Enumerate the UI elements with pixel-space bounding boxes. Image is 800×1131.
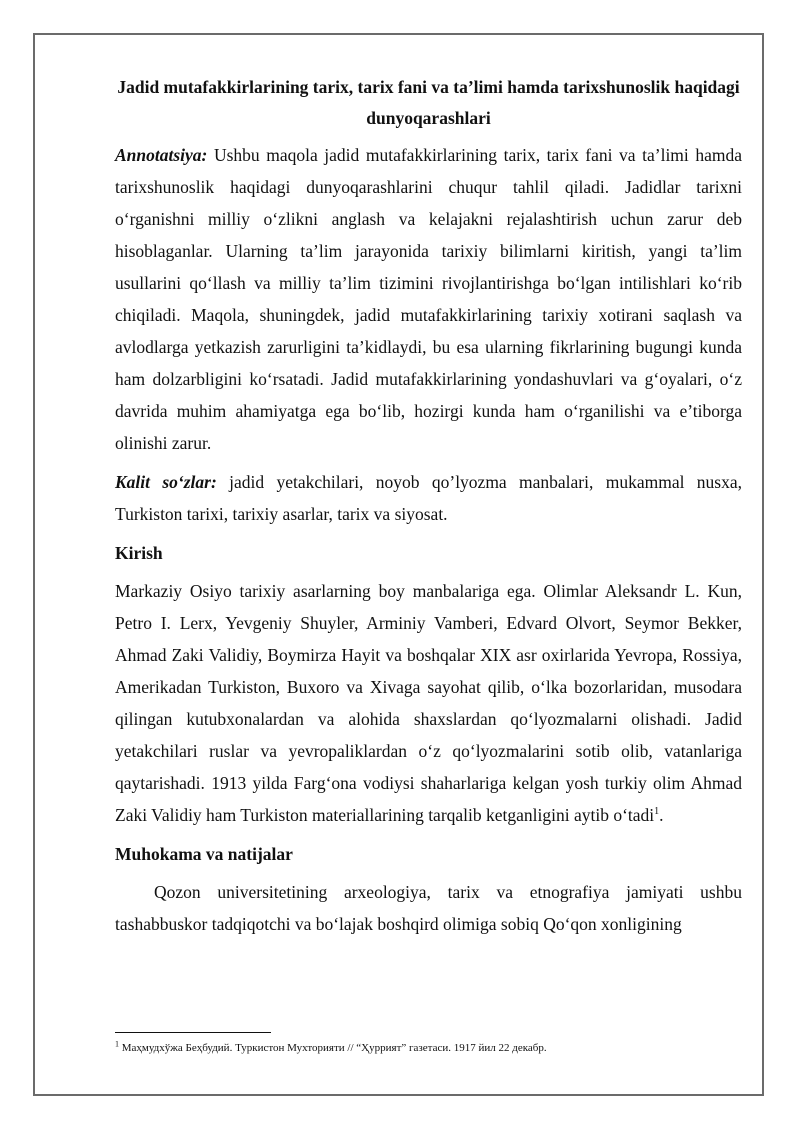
intro-end: . — [659, 805, 664, 825]
article-title: Jadid mutafakkirlarining tarix, tarix fani va ta’limi hamda tarixshunoslik haqidagi dunyoqarashlari — [117, 77, 740, 128]
footnote-divider — [115, 1032, 271, 1033]
footnote-reference[interactable]: 1 — [654, 806, 660, 818]
footnote — [115, 1041, 742, 1055]
article-body — [115, 72, 742, 940]
annotation-label: Annotatsiya: — [115, 145, 208, 165]
annotation-text: Ushbu maqola jadid mutafakkirlarining tarix, tarix fani va ta’limi hamda tarixshunoslik haqidagi dunyoqarashlarini chuqur tahlil qiladi. Jadidlar tarixni o‘rganishni milliy o‘zlikni anglash va kelajakni rejalashtirish uchun zarur deb hisoblaganlar. Ularning ta’lim jarayonida tarixiy bilimlarni kiritish, yangi ta’lim usullarini qo‘llash va milliy ta’lim tizimini rivojlantirishga bo‘lgan intilishlari ko‘rib chiqiladi. Maqola, shuningdek, jadid mutafakkirlarining tarixiy xotirani saqlash va avlodlarga yetkazish zarurligini ta’kidlaydi, bu esa ularning fikrlarining bugungi kunda ham dolzarbligini ko‘rsatadi. Jadid mutafakkirlarining yondashuvlari va g‘oyalari, o‘z davrida muhim ahamiyatga ega bo‘lib, hozirgi kunda ham o‘rganilishi va e’tiborga olinishi zarur. — [115, 145, 742, 453]
discussion-paragraph: Qozon universitetining arxeologiya, tarix va etnografiya jamiyati ushbu tashabbuskor tadqiqotchi va bo‘lajak boshqird olimiga sobiq Qo‘qon xonligining — [115, 882, 742, 934]
intro-text: Markaziy Osiyo tarixiy asarlarning boy manbalariga ega. Olimlar Aleksandr L. Kun, Petro I. Lerx, Yevgeniy Shuyler, Arminiy Vamberi, Edvard Olvort, Seymor Bekker, Ahmad Zaki Validiy, Boymirza Hayit va boshqalar XIX asr oxirlarida Yevropa, Rossiya, Amerikadan Turkiston, Buxoro va Xivaga sayohat qilib, o‘lka bozorlaridan, musodara qilingan kutubxonalardan va alohida shaxslardan qo‘lyozmalarni olishadi. Jadid yetakchilari ruslar va yevropaliklardan o‘z qo‘lyozmalarini sotib olib, vatanlariga qaytarishadi. 1913 yilda Farg‘ona vodiysi shaharlariga kelgan yosh turkiy olim Ahmad Zaki Validiy ham Turkiston materiallarining tarqalib ketganligini aytib o‘tadi — [115, 581, 742, 825]
footnote-number: 1 — [115, 1039, 119, 1049]
intro-heading: Kirish — [115, 543, 163, 563]
annotation-paragraph — [115, 139, 742, 459]
keywords-label: Kalit so‘zlar: — [115, 472, 217, 492]
keywords-paragraph — [115, 466, 742, 530]
intro-paragraph — [115, 575, 742, 831]
discussion-heading: Muhokama va natijalar — [115, 844, 293, 864]
footnote-text: Маҳмудхўжа Беҳбудий. Туркистон Мухторияти // “Ҳуррият” газетаси. 1917 йил 22 декабр. — [119, 1042, 547, 1054]
keywords-text: jadid yetakchilari, noyob qo’lyozma manbalari, mukammal nusxa, Turkiston tarixi, tarixiy asarlar, tarix va siyosat. — [115, 472, 742, 524]
